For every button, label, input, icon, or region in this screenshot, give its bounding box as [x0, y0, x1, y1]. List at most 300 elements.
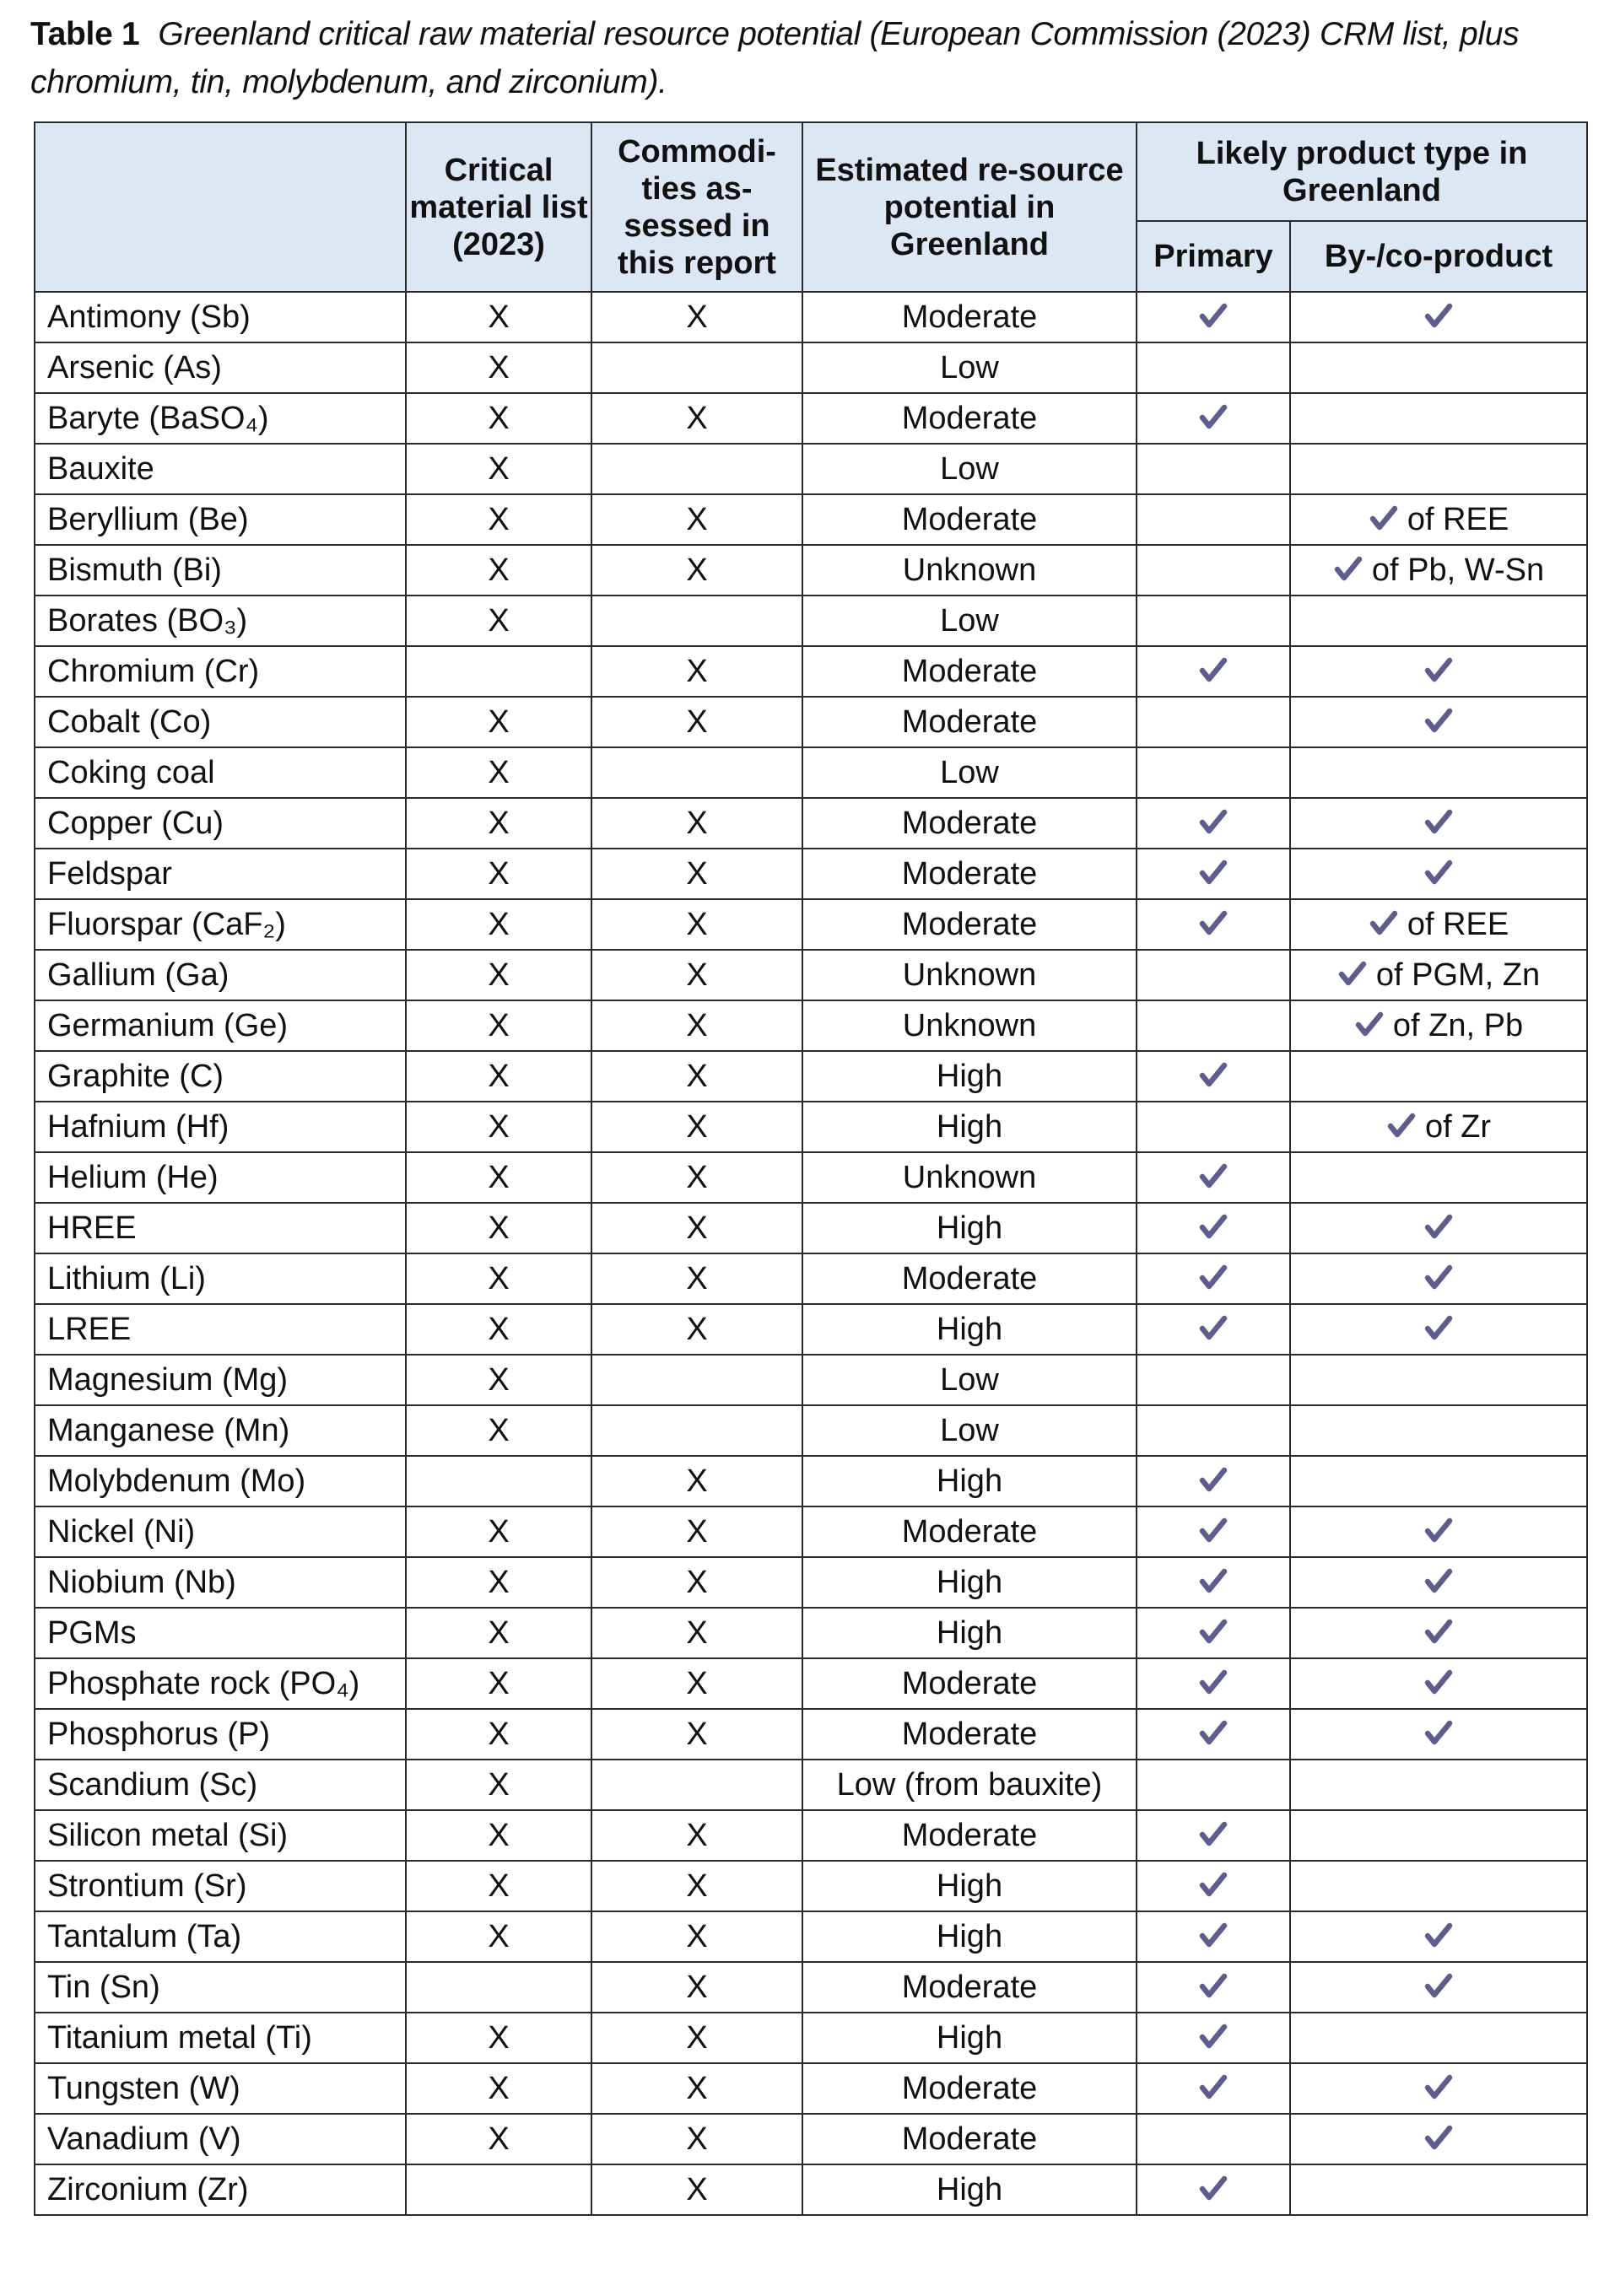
cell-primary: [1137, 1709, 1290, 1760]
byproduct-note: of Pb, W-Sn: [1371, 552, 1545, 588]
cell-resource-potential: Low: [802, 342, 1137, 393]
cell-material: Nickel (Ni): [35, 1506, 406, 1557]
cell-critical-list: X: [406, 393, 591, 444]
check-mark-icon: [1198, 398, 1228, 428]
cell-primary: [1137, 1557, 1290, 1608]
cell-primary: [1137, 292, 1290, 342]
cell-critical-list: X: [406, 1709, 591, 1760]
check-mark-icon: [1423, 2068, 1454, 2099]
cell-material: Silicon metal (Si): [35, 1810, 406, 1861]
table-row: [35, 1810, 1587, 1861]
header-critical-list: Critical material list (2023): [406, 122, 591, 292]
cell-material: Tin (Sn): [35, 1962, 406, 2013]
cell-material: Cobalt (Co): [35, 697, 406, 747]
check-mark-icon: [1333, 550, 1364, 580]
cell-material: Feldspar: [35, 849, 406, 899]
cell-critical-list: X: [406, 545, 591, 596]
cell-primary: [1137, 444, 1290, 494]
cell-primary: [1137, 1456, 1290, 1506]
check-mark-icon: [1386, 1107, 1417, 1137]
table-row: [35, 2114, 1587, 2164]
table-number: Table 1: [30, 16, 140, 52]
cell-resource-potential: Moderate: [802, 2114, 1137, 2164]
cell-critical-list: X: [406, 697, 591, 747]
cell-assessed: X: [591, 1102, 802, 1152]
cell-resource-potential: Moderate: [802, 899, 1137, 950]
check-mark-icon: [1198, 1512, 1228, 1542]
cell-byproduct: [1290, 444, 1587, 494]
cell-resource-potential: Moderate: [802, 849, 1137, 899]
check-mark-icon: [1423, 297, 1454, 327]
cell-assessed: X: [591, 2114, 802, 2164]
cell-assessed: X: [591, 950, 802, 1000]
cell-material: Gallium (Ga): [35, 950, 406, 1000]
cell-assessed: [591, 1355, 802, 1405]
cell-byproduct: [1290, 1355, 1587, 1405]
cell-resource-potential: High: [802, 2013, 1137, 2063]
cell-critical-list: X: [406, 1203, 591, 1253]
table-row: [35, 1911, 1587, 1962]
cell-primary: [1137, 2063, 1290, 2114]
cell-assessed: X: [591, 1962, 802, 2013]
cell-primary: [1137, 849, 1290, 899]
cell-critical-list: X: [406, 1304, 591, 1355]
cell-assessed: X: [591, 849, 802, 899]
cell-resource-potential: Unknown: [802, 1000, 1137, 1051]
cell-resource-potential: Low: [802, 596, 1137, 646]
cell-assessed: [591, 342, 802, 393]
check-mark-icon: [1423, 1512, 1454, 1542]
cell-assessed: X: [591, 1304, 802, 1355]
cell-primary: [1137, 697, 1290, 747]
cell-byproduct: [1290, 798, 1587, 849]
cell-critical-list: X: [406, 1051, 591, 1102]
cell-assessed: X: [591, 646, 802, 697]
table-row: [35, 393, 1587, 444]
table-row: [35, 747, 1587, 798]
cell-material: Antimony (Sb): [35, 292, 406, 342]
byproduct-note: of PGM, Zn: [1375, 957, 1541, 993]
table-row: [35, 1355, 1587, 1405]
cell-critical-list: X: [406, 1506, 591, 1557]
cell-material: HREE: [35, 1203, 406, 1253]
cell-assessed: X: [591, 1506, 802, 1557]
check-mark-icon: [1423, 1309, 1454, 1339]
cell-critical-list: X: [406, 494, 591, 545]
check-mark-icon: [1423, 1916, 1454, 1947]
cell-byproduct: [1290, 2164, 1587, 2215]
cell-resource-potential: Moderate: [802, 393, 1137, 444]
header-primary: Primary: [1137, 221, 1290, 292]
cell-resource-potential: High: [802, 1557, 1137, 1608]
cell-material: LREE: [35, 1304, 406, 1355]
check-mark-icon: [1423, 1258, 1454, 1289]
table-row: [35, 2013, 1587, 2063]
cell-byproduct: [1290, 1000, 1587, 1051]
cell-resource-potential: Moderate: [802, 1253, 1137, 1304]
cell-resource-potential: Moderate: [802, 697, 1137, 747]
cell-material: Phosphate rock (PO₄): [35, 1658, 406, 1709]
check-mark-icon: [1198, 1157, 1228, 1188]
check-mark-icon: [1423, 1967, 1454, 1997]
cell-material: Hafnium (Hf): [35, 1102, 406, 1152]
cell-primary: [1137, 1304, 1290, 1355]
cell-material: Borates (BO₃): [35, 596, 406, 646]
cell-byproduct: [1290, 2114, 1587, 2164]
cell-material: Coking coal: [35, 747, 406, 798]
cell-critical-list: X: [406, 1608, 591, 1658]
cell-assessed: [591, 444, 802, 494]
table-row: [35, 2063, 1587, 2114]
cell-critical-list: X: [406, 1405, 591, 1456]
cell-byproduct: [1290, 1456, 1587, 1506]
check-mark-icon: [1423, 702, 1454, 732]
check-mark-icon: [1198, 1208, 1228, 1238]
cell-critical-list: X: [406, 1000, 591, 1051]
cell-critical-list: [406, 1456, 591, 1506]
table-row: [35, 899, 1587, 950]
check-mark-icon: [1198, 1461, 1228, 1491]
cell-resource-potential: High: [802, 1456, 1137, 1506]
cell-critical-list: X: [406, 444, 591, 494]
check-mark-icon: [1198, 854, 1228, 884]
cell-byproduct: [1290, 1051, 1587, 1102]
check-mark-icon: [1198, 1967, 1228, 1997]
cell-critical-list: X: [406, 292, 591, 342]
table-row: [35, 444, 1587, 494]
cell-material: Zirconium (Zr): [35, 2164, 406, 2215]
cell-assessed: X: [591, 1051, 802, 1102]
table-row: [35, 950, 1587, 1000]
table-row: [35, 798, 1587, 849]
cell-resource-potential: Low: [802, 747, 1137, 798]
cell-byproduct: [1290, 2013, 1587, 2063]
table-row: [35, 1658, 1587, 1709]
cell-assessed: X: [591, 1861, 802, 1911]
check-mark-icon: [1369, 904, 1399, 935]
cell-byproduct: [1290, 697, 1587, 747]
cell-material: Scandium (Sc): [35, 1760, 406, 1810]
cell-primary: [1137, 1405, 1290, 1456]
cell-material: Manganese (Mn): [35, 1405, 406, 1456]
cell-resource-potential: Moderate: [802, 1962, 1137, 2013]
cell-resource-potential: Low: [802, 1405, 1137, 1456]
table-row: [35, 1557, 1587, 1608]
byproduct-note: of Zn, Pb: [1392, 1008, 1524, 1043]
table-row: [35, 1405, 1587, 1456]
cell-byproduct: [1290, 1658, 1587, 1709]
cell-critical-list: X: [406, 2114, 591, 2164]
cell-byproduct: [1290, 646, 1587, 697]
cell-critical-list: X: [406, 1658, 591, 1709]
cell-primary: [1137, 2013, 1290, 2063]
cell-byproduct: [1290, 1102, 1587, 1152]
cell-assessed: [591, 596, 802, 646]
cell-critical-list: X: [406, 747, 591, 798]
cell-resource-potential: Moderate: [802, 1658, 1137, 1709]
cell-material: Helium (He): [35, 1152, 406, 1203]
check-mark-icon: [1423, 1613, 1454, 1643]
check-mark-icon: [1423, 1208, 1454, 1238]
cell-primary: [1137, 1102, 1290, 1152]
check-mark-icon: [1198, 1258, 1228, 1289]
cell-primary: [1137, 1962, 1290, 2013]
cell-critical-list: X: [406, 2063, 591, 2114]
table-row: [35, 1962, 1587, 2013]
cell-primary: [1137, 1253, 1290, 1304]
table-row: [35, 1051, 1587, 1102]
table-row: [35, 1304, 1587, 1355]
cell-byproduct: [1290, 494, 1587, 545]
cell-resource-potential: Moderate: [802, 1506, 1137, 1557]
cell-assessed: X: [591, 798, 802, 849]
cell-byproduct: [1290, 1709, 1587, 1760]
cell-primary: [1137, 494, 1290, 545]
header-material: [35, 122, 406, 292]
cell-material: PGMs: [35, 1608, 406, 1658]
byproduct-note: of REE: [1407, 502, 1509, 537]
cell-assessed: X: [591, 1000, 802, 1051]
cell-byproduct: [1290, 1810, 1587, 1861]
header-resource-potential: Estimated re-source potential in Greenland: [802, 122, 1137, 292]
cell-resource-potential: High: [802, 1911, 1137, 1962]
cell-assessed: X: [591, 393, 802, 444]
cell-byproduct: [1290, 899, 1587, 950]
table-row: [35, 1253, 1587, 1304]
cell-assessed: [591, 1760, 802, 1810]
cell-primary: [1137, 798, 1290, 849]
table-row: [35, 1152, 1587, 1203]
cell-material: Lithium (Li): [35, 1253, 406, 1304]
header-assessed: Commodi-ties as-sessed in this report: [591, 122, 802, 292]
cell-byproduct: [1290, 1506, 1587, 1557]
cell-primary: [1137, 1658, 1290, 1709]
table-row: [35, 2164, 1587, 2215]
cell-byproduct: [1290, 1203, 1587, 1253]
cell-byproduct: [1290, 1608, 1587, 1658]
table-body: [35, 292, 1587, 2215]
cell-primary: [1137, 596, 1290, 646]
cell-critical-list: X: [406, 1760, 591, 1810]
cell-assessed: [591, 747, 802, 798]
cell-resource-potential: High: [802, 1203, 1137, 1253]
crm-table: [34, 121, 1588, 2216]
cell-primary: [1137, 1506, 1290, 1557]
cell-critical-list: X: [406, 1152, 591, 1203]
check-mark-icon: [1198, 1562, 1228, 1593]
cell-resource-potential: Moderate: [802, 292, 1137, 342]
check-mark-icon: [1198, 651, 1228, 682]
cell-assessed: X: [591, 1203, 802, 1253]
cell-primary: [1137, 1760, 1290, 1810]
cell-byproduct: [1290, 1911, 1587, 1962]
cell-byproduct: [1290, 747, 1587, 798]
cell-byproduct: [1290, 292, 1587, 342]
cell-assessed: X: [591, 1810, 802, 1861]
cell-material: Tantalum (Ta): [35, 1911, 406, 1962]
check-mark-icon: [1198, 2018, 1228, 2048]
cell-assessed: X: [591, 1709, 802, 1760]
cell-assessed: X: [591, 1253, 802, 1304]
check-mark-icon: [1198, 1056, 1228, 1086]
check-mark-icon: [1198, 2169, 1228, 2200]
check-mark-icon: [1198, 803, 1228, 833]
cell-critical-list: X: [406, 342, 591, 393]
check-mark-icon: [1198, 1714, 1228, 1744]
cell-material: Molybdenum (Mo): [35, 1456, 406, 1506]
header-byproduct: By-/co-product: [1290, 221, 1587, 292]
cell-assessed: X: [591, 697, 802, 747]
cell-assessed: X: [591, 899, 802, 950]
cell-material: Chromium (Cr): [35, 646, 406, 697]
cell-critical-list: X: [406, 1557, 591, 1608]
cell-byproduct: [1290, 545, 1587, 596]
cell-resource-potential: Moderate: [802, 646, 1137, 697]
cell-primary: [1137, 1152, 1290, 1203]
cell-critical-list: [406, 1962, 591, 2013]
cell-byproduct: [1290, 1253, 1587, 1304]
table-row: [35, 1102, 1587, 1152]
byproduct-note: of Zr: [1424, 1109, 1492, 1145]
cell-material: Bismuth (Bi): [35, 545, 406, 596]
table-caption-text: Greenland critical raw material resource potential (European Commission (2023) CRM list, plus chromium, tin, molybdenum, and zirconium).: [30, 16, 1520, 100]
cell-primary: [1137, 1355, 1290, 1405]
check-mark-icon: [1198, 1815, 1228, 1846]
check-mark-icon: [1337, 955, 1368, 985]
cell-byproduct: [1290, 342, 1587, 393]
cell-resource-potential: Moderate: [802, 1810, 1137, 1861]
cell-assessed: X: [591, 2063, 802, 2114]
cell-byproduct: [1290, 1152, 1587, 1203]
table-row: [35, 1608, 1587, 1658]
check-mark-icon: [1423, 2119, 1454, 2149]
header-product-type: Likely product type in Greenland: [1137, 122, 1587, 221]
check-mark-icon: [1423, 1714, 1454, 1744]
cell-resource-potential: Low: [802, 1355, 1137, 1405]
cell-critical-list: X: [406, 899, 591, 950]
cell-assessed: X: [591, 1911, 802, 1962]
cell-material: Magnesium (Mg): [35, 1355, 406, 1405]
check-mark-icon: [1198, 904, 1228, 935]
cell-critical-list: X: [406, 950, 591, 1000]
table-row: [35, 1000, 1587, 1051]
check-mark-icon: [1198, 1663, 1228, 1694]
cell-critical-list: X: [406, 1861, 591, 1911]
table-row: [35, 849, 1587, 899]
cell-primary: [1137, 950, 1290, 1000]
cell-primary: [1137, 2114, 1290, 2164]
cell-byproduct: [1290, 950, 1587, 1000]
cell-byproduct: [1290, 1304, 1587, 1355]
cell-assessed: X: [591, 1557, 802, 1608]
cell-byproduct: [1290, 1962, 1587, 2013]
table-row: [35, 1709, 1587, 1760]
cell-material: Baryte (BaSO₄): [35, 393, 406, 444]
cell-byproduct: [1290, 1557, 1587, 1608]
check-mark-icon: [1198, 297, 1228, 327]
check-mark-icon: [1423, 1663, 1454, 1694]
table-row: [35, 1861, 1587, 1911]
cell-critical-list: X: [406, 798, 591, 849]
cell-primary: [1137, 1911, 1290, 1962]
cell-byproduct: [1290, 2063, 1587, 2114]
cell-material: Bauxite: [35, 444, 406, 494]
table-row: [35, 1203, 1587, 1253]
table-row: [35, 292, 1587, 342]
cell-assessed: X: [591, 494, 802, 545]
check-mark-icon: [1423, 1562, 1454, 1593]
cell-assessed: X: [591, 1608, 802, 1658]
cell-resource-potential: Unknown: [802, 1152, 1137, 1203]
cell-byproduct: [1290, 596, 1587, 646]
cell-primary: [1137, 899, 1290, 950]
cell-resource-potential: Moderate: [802, 1709, 1137, 1760]
cell-material: Titanium metal (Ti): [35, 2013, 406, 2063]
cell-assessed: X: [591, 292, 802, 342]
cell-critical-list: X: [406, 596, 591, 646]
cell-resource-potential: High: [802, 2164, 1137, 2215]
cell-primary: [1137, 1608, 1290, 1658]
cell-resource-potential: Low (from bauxite): [802, 1760, 1137, 1810]
cell-material: Arsenic (As): [35, 342, 406, 393]
check-mark-icon: [1354, 1005, 1385, 1036]
cell-primary: [1137, 1810, 1290, 1861]
cell-material: Niobium (Nb): [35, 1557, 406, 1608]
cell-material: Beryllium (Be): [35, 494, 406, 545]
cell-assessed: X: [591, 2164, 802, 2215]
cell-assessed: X: [591, 1658, 802, 1709]
table-row: [35, 1506, 1587, 1557]
cell-critical-list: [406, 646, 591, 697]
table-row: [35, 1760, 1587, 1810]
table-row: [35, 494, 1587, 545]
table-row: [35, 697, 1587, 747]
cell-primary: [1137, 545, 1290, 596]
cell-byproduct: [1290, 1405, 1587, 1456]
cell-material: Copper (Cu): [35, 798, 406, 849]
cell-primary: [1137, 1000, 1290, 1051]
table-row: [35, 1456, 1587, 1506]
cell-material: Strontium (Sr): [35, 1861, 406, 1911]
cell-critical-list: X: [406, 1102, 591, 1152]
table-caption: [30, 10, 1608, 106]
byproduct-note: of REE: [1407, 907, 1509, 942]
cell-resource-potential: Low: [802, 444, 1137, 494]
check-mark-icon: [1198, 2068, 1228, 2099]
cell-assessed: [591, 1405, 802, 1456]
cell-byproduct: [1290, 1760, 1587, 1810]
cell-critical-list: X: [406, 1355, 591, 1405]
table-row: [35, 646, 1587, 697]
cell-resource-potential: High: [802, 1304, 1137, 1355]
check-mark-icon: [1423, 854, 1454, 884]
cell-material: Tungsten (W): [35, 2063, 406, 2114]
cell-byproduct: [1290, 1861, 1587, 1911]
cell-material: Graphite (C): [35, 1051, 406, 1102]
table-row: [35, 342, 1587, 393]
cell-material: Vanadium (V): [35, 2114, 406, 2164]
cell-resource-potential: Moderate: [802, 798, 1137, 849]
cell-resource-potential: High: [802, 1102, 1137, 1152]
cell-critical-list: X: [406, 1911, 591, 1962]
cell-material: Phosphorus (P): [35, 1709, 406, 1760]
check-mark-icon: [1198, 1866, 1228, 1896]
cell-primary: [1137, 342, 1290, 393]
cell-resource-potential: High: [802, 1051, 1137, 1102]
cell-material: Germanium (Ge): [35, 1000, 406, 1051]
table-row: [35, 596, 1587, 646]
cell-assessed: X: [591, 545, 802, 596]
